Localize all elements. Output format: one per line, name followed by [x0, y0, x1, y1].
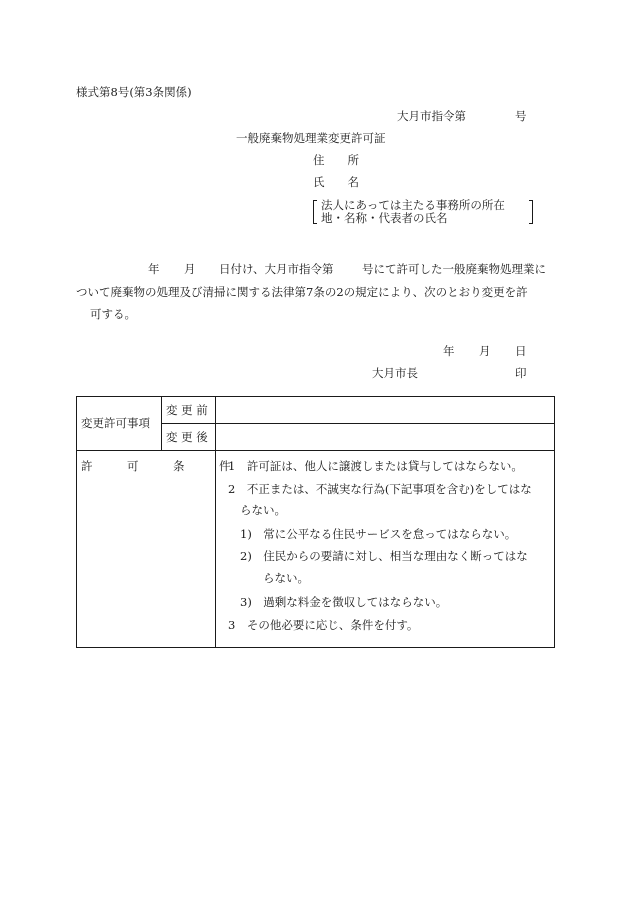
issue-year: 年 — [443, 344, 455, 358]
corporate-note-line2: 地・名称・代表者の氏名 — [321, 211, 448, 225]
body-year: 年 — [148, 262, 160, 276]
corporate-note — [313, 200, 533, 224]
condition-line: 1) 常に公平なる住民サービスを怠ってはならない。 — [240, 527, 517, 541]
before-change-label: 変 更 前 — [166, 403, 208, 417]
issuer-seal: 印 — [515, 366, 527, 380]
address-label: 住 所 — [313, 153, 359, 167]
permit-number-suffix: 号 — [515, 109, 527, 123]
corporate-note-line1: 法人にあっては主たる事務所の所在 — [321, 198, 505, 212]
table-divider — [77, 450, 554, 451]
condition-line: 2 不正または、不誠実な行為(下記事項を含む)をしてはな — [228, 482, 532, 496]
after-change-label: 変 更 後 — [166, 430, 208, 444]
bracket-right — [529, 200, 533, 224]
issue-month: 月 — [479, 344, 491, 358]
issuer-name: 大月市長 — [372, 366, 418, 380]
permit-table — [76, 396, 555, 648]
condition-line: 3 その他必要に応じ、条件を付す。 — [228, 618, 419, 632]
condition-line: 2) 住民からの要請に対し、相当な理由なく断ってはな — [240, 549, 528, 563]
condition-line: らない。 — [240, 503, 286, 517]
bracket-left — [313, 200, 317, 224]
table-divider — [215, 397, 216, 647]
name-label: 氏 名 — [313, 175, 359, 189]
body-line1-rest: 日付け、大月市指令第 — [219, 262, 334, 276]
body-line3: 可する。 — [90, 307, 136, 321]
condition-line: らない。 — [263, 571, 309, 585]
table-divider — [161, 423, 554, 424]
condition-line: 3) 過剰な料金を徴収してはならない。 — [240, 595, 448, 609]
condition-line: 1 許可証は、他人に譲渡しまたは貸与してはならない。 — [228, 459, 523, 473]
permit-number-prefix: 大月市指令第 — [397, 109, 466, 123]
document-title: 一般廃棄物処理業変更許可証 — [236, 131, 386, 145]
change-items-header: 変更許可事項 — [81, 416, 150, 430]
form-number: 様式第8号(第3条関係) — [76, 85, 192, 99]
issue-day: 日 — [515, 344, 527, 358]
body-line2: ついて廃棄物の処理及び清掃に関する法律第7条の2の規定により、次のとおり変更を許 — [76, 285, 528, 299]
body-line1-end: 号にて許可した一般廃棄物処理業に — [362, 262, 546, 276]
permit-conditions-header: 許 可 条 件 — [81, 459, 231, 473]
body-month: 月 — [184, 262, 196, 276]
